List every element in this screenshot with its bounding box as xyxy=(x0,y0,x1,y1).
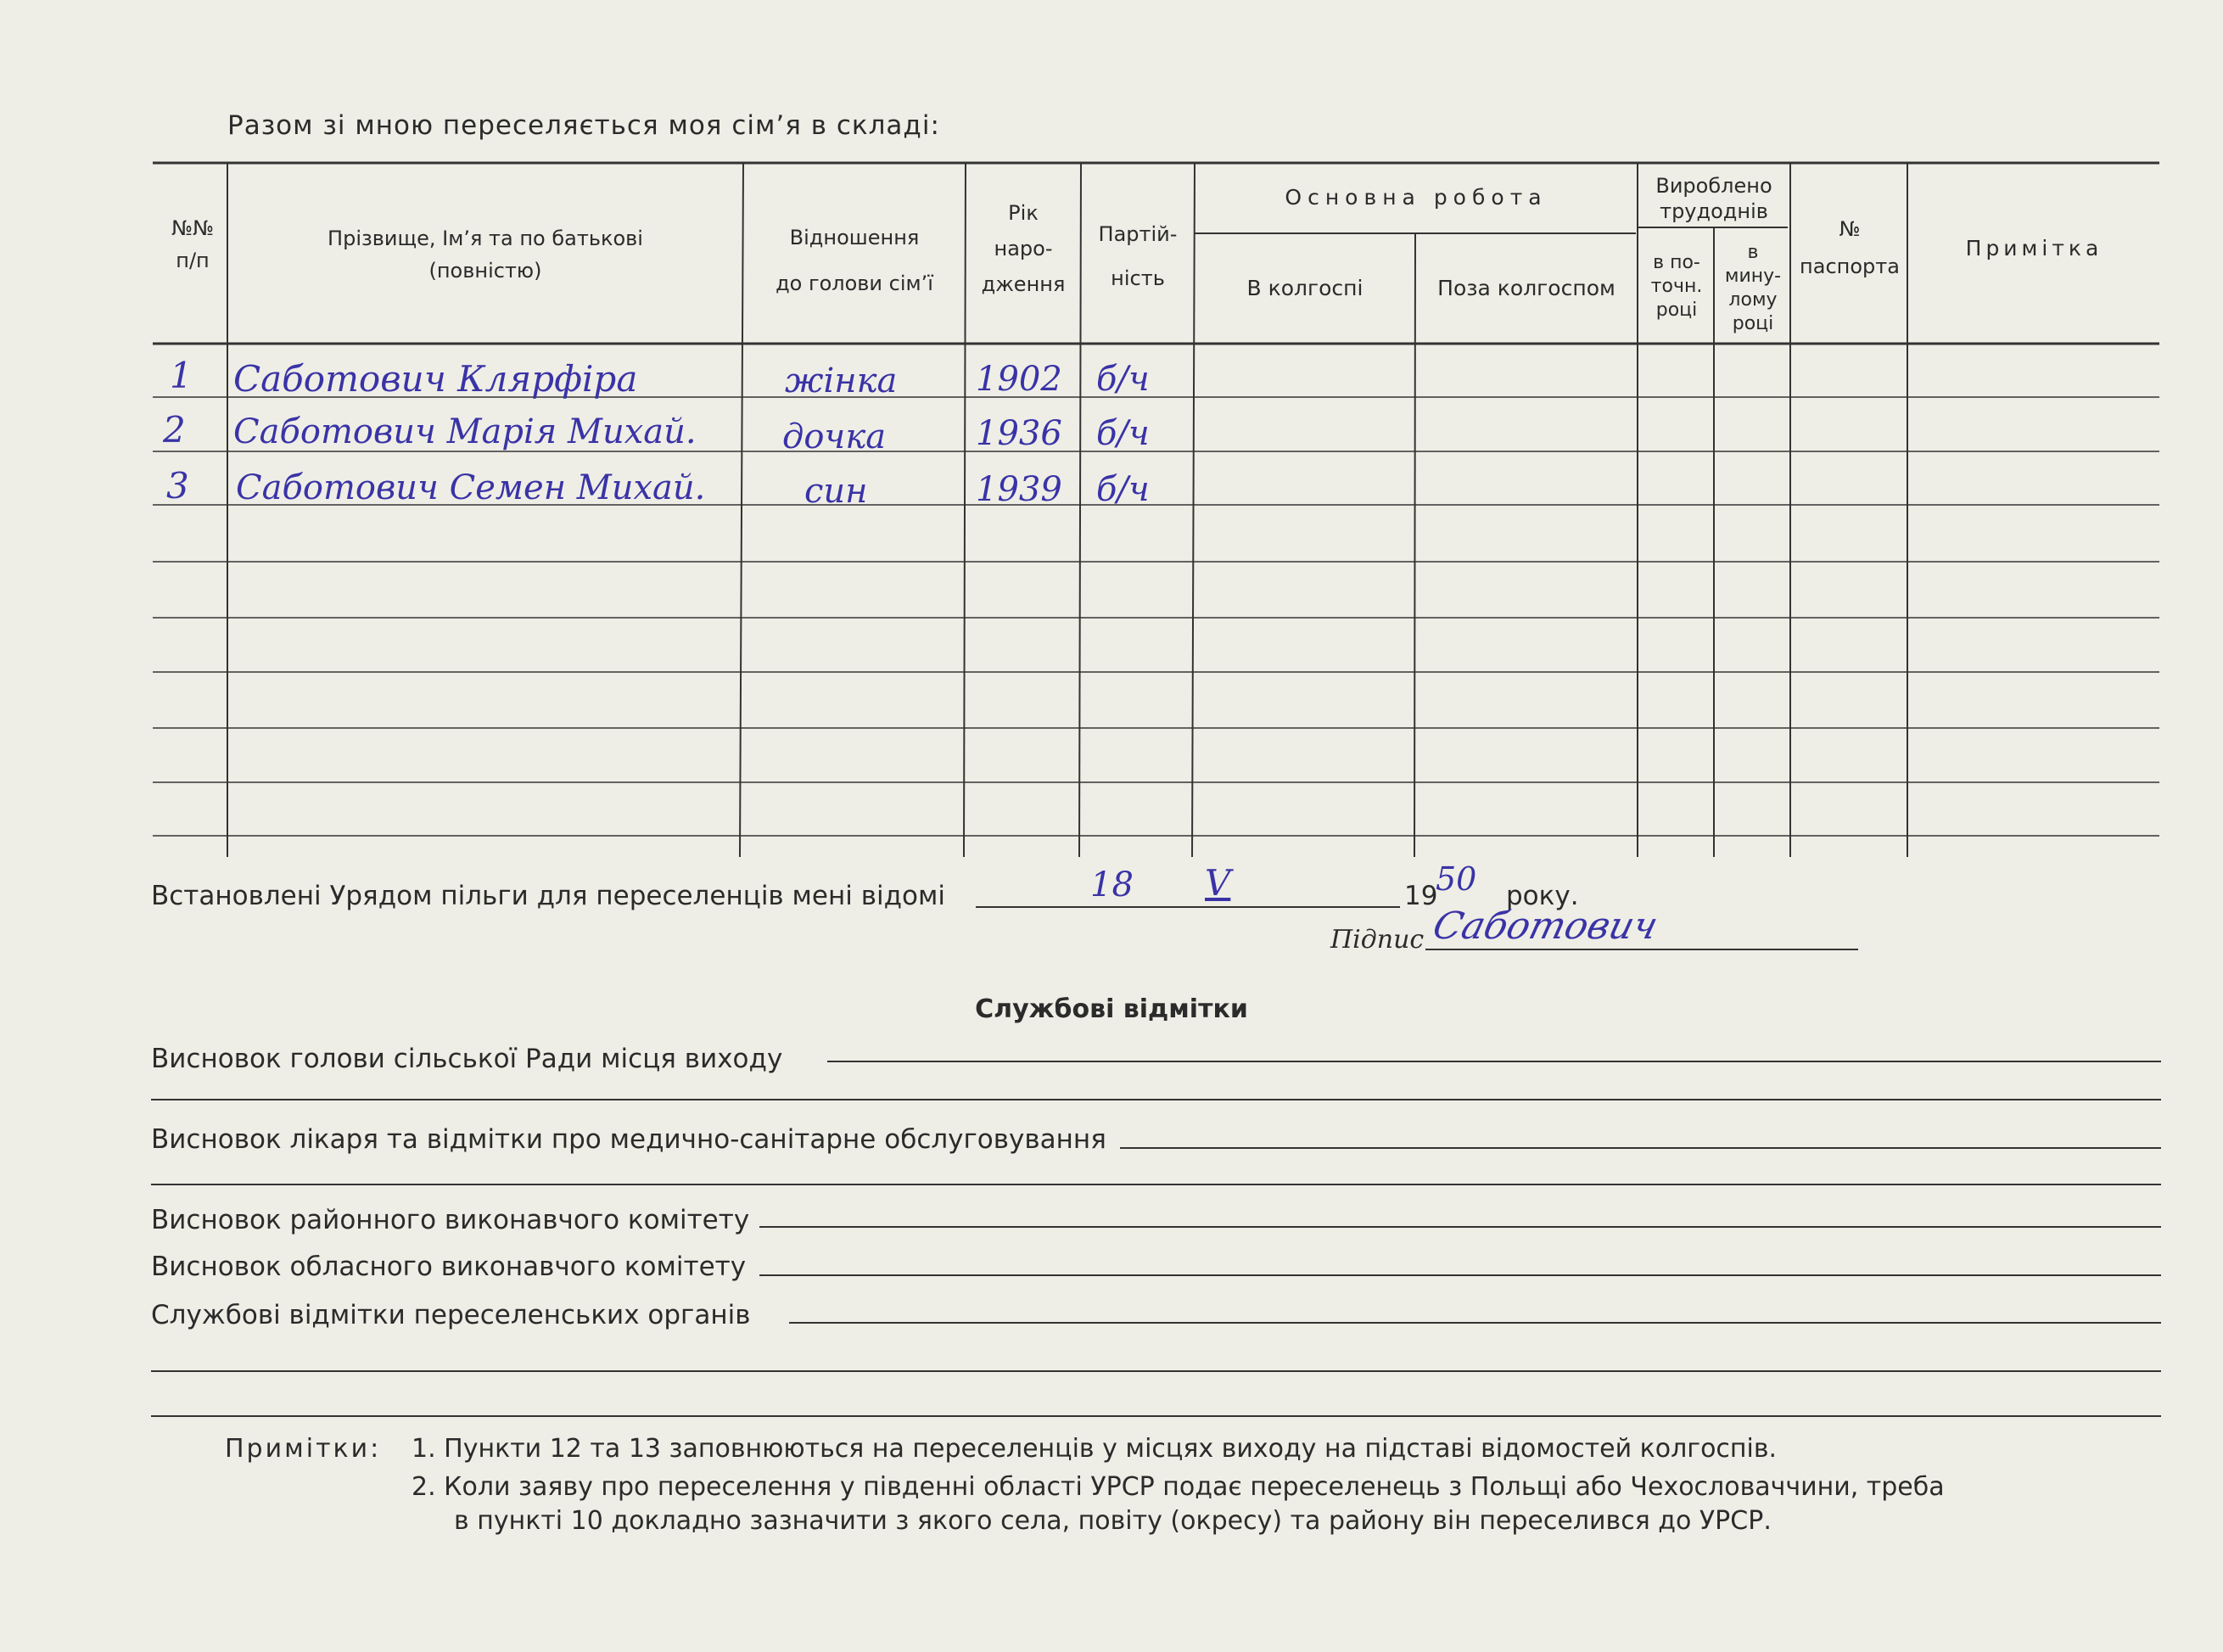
header-name: Прізвище, Ім’я та по батькові (повністю) xyxy=(328,227,643,283)
service-line-1: Висновок голови сільської Ради місця виходу xyxy=(151,1044,783,1074)
service-rule xyxy=(827,1061,2161,1062)
row-num: 3 xyxy=(166,465,189,507)
row-year: 1939 xyxy=(976,470,1062,509)
row-year: 1936 xyxy=(976,414,1062,453)
header-in-kolhosp: В колгоспі xyxy=(1246,276,1363,300)
note-1: 1. Пункти 12 та 13 заповнюються на переселенців у місцях виходу на підставі відомостей колгоспів. xyxy=(412,1434,1778,1464)
row-relation: син xyxy=(804,472,868,511)
note-2: 2. Коли заяву про переселення у південні області УРСР подає переселенець з Польщі або Чехословаччини, треба xyxy=(412,1472,1945,1502)
service-rule xyxy=(151,1099,2161,1100)
year-prefix: 19 xyxy=(1404,881,1438,911)
year-suffix: 50 xyxy=(1436,860,1477,898)
row-party: б/ч xyxy=(1096,470,1150,509)
row-num: 2 xyxy=(163,409,186,451)
service-rule xyxy=(789,1322,2161,1324)
row-party: б/ч xyxy=(1096,414,1150,453)
service-rule xyxy=(1120,1147,2161,1149)
service-line-5: Службові відмітки переселенських органів xyxy=(151,1300,751,1330)
header-relation: Відношення до голови сім’ї xyxy=(776,226,933,295)
row-name: Саботович Марія Михай. xyxy=(233,412,697,451)
row-relation: жінка xyxy=(785,361,898,400)
service-title: Службові відмітки xyxy=(975,994,1248,1024)
service-line-4: Висновок обласного виконавчого комітету xyxy=(151,1252,747,1282)
service-rule xyxy=(759,1226,2161,1228)
header-note: Примітка xyxy=(1965,236,2103,260)
service-rule xyxy=(151,1184,2161,1185)
row-name: Саботович Семен Михай. xyxy=(236,468,706,507)
header-passport: № паспорта xyxy=(1800,217,1900,278)
service-rule xyxy=(151,1415,2161,1417)
row-relation: дочка xyxy=(782,417,887,456)
note-3: в пункті 10 докладно зазначити з якого села, повіту (окресу) та району він переселився до УРСР. xyxy=(454,1506,1772,1536)
signature-label: Підпис xyxy=(1330,925,1425,955)
header-num: №№ п/п xyxy=(171,216,214,272)
intro-text: Разом зі мною переселяється моя сім’я в складі: xyxy=(227,110,940,141)
row-name: Саботович Клярфіра xyxy=(233,358,638,400)
service-line-3: Висновок районного виконавчого комітету xyxy=(151,1205,750,1235)
row-party: б/ч xyxy=(1096,360,1150,399)
service-line-2: Висновок лікаря та відмітки про медично-санітарне обслуговування xyxy=(151,1124,1106,1155)
header-workdays: Вироблено трудоднів xyxy=(1655,174,1772,223)
header-outside-kolhosp: Поза колгоспом xyxy=(1437,276,1615,300)
row-num: 1 xyxy=(170,355,193,396)
date-day: 18 xyxy=(1090,865,1134,904)
header-birth-year: Рік наро- дження xyxy=(981,201,1066,296)
header-last-year: в мину- лому році xyxy=(1724,242,1782,334)
row-year: 1902 xyxy=(976,360,1062,399)
notes-label: Примітки: xyxy=(225,1434,382,1464)
header-party: Партій- ність xyxy=(1098,222,1178,290)
service-rule xyxy=(151,1370,2161,1372)
header-main-work: Основна робота xyxy=(1285,185,1548,210)
header-current-year: в по- точн. році xyxy=(1650,252,1703,321)
benefits-text: Встановлені Урядом пільги для переселенців мені відомі xyxy=(151,881,946,911)
date-month: V xyxy=(1205,862,1231,904)
signature: Саботович xyxy=(1428,904,1663,948)
benefits-date-line xyxy=(976,906,1400,908)
year-word: року. xyxy=(1506,881,1579,911)
service-rule xyxy=(759,1274,2161,1276)
signature-line xyxy=(1425,949,1858,950)
